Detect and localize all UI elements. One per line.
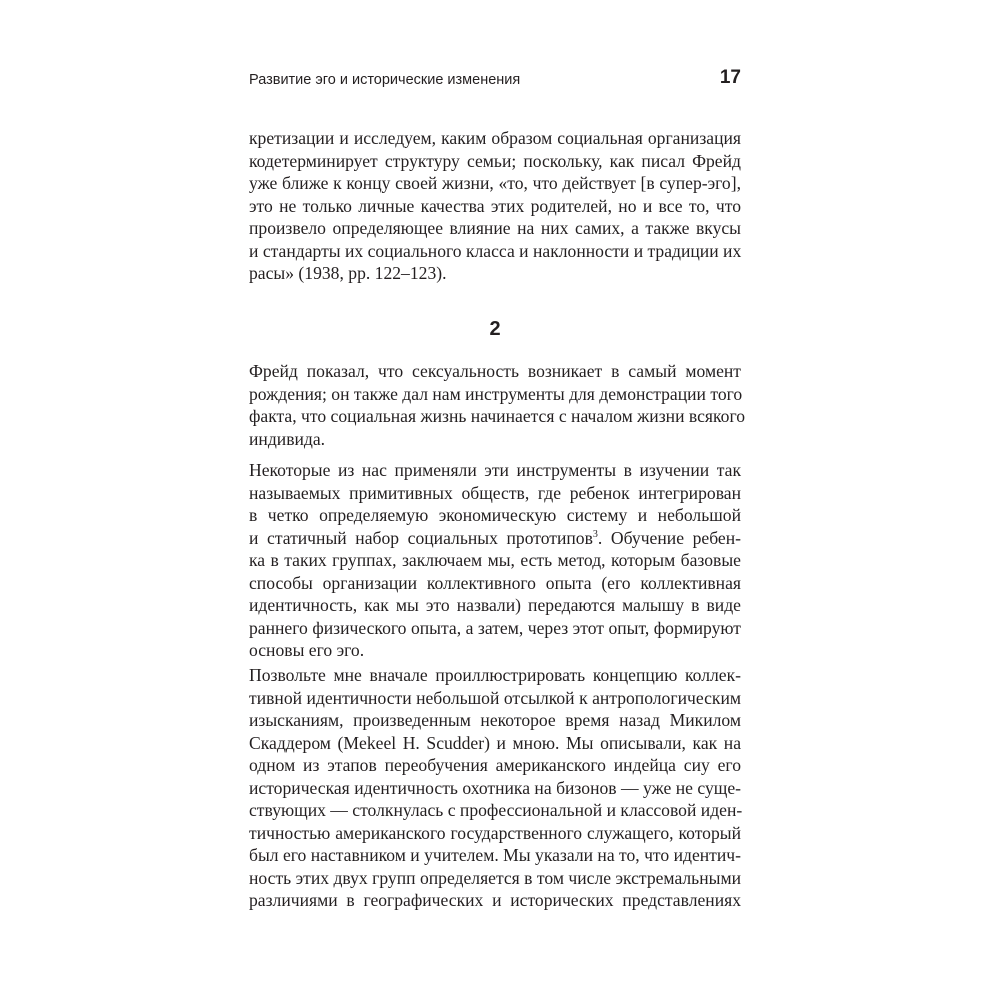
text-line: произвело определяющее влияние на них самих, а также вкусы [249,218,741,238]
paragraph-freud [249,360,746,450]
continuation-paragraph [249,127,741,285]
paragraph-collective-identity [249,664,741,912]
text-line: и стандарты их социального класса и наклонности и традиции их [249,240,742,261]
text-line: называемых примитивных обществ, где ребенок интегрирован [249,482,741,503]
page-number: 17 [719,67,741,88]
text-line: изысканиям, произведенным некоторое время назад Микилом [249,710,741,730]
text-line: факта, что социальная жизнь начинается с началом жизни всякого [249,406,746,426]
text-line: ка в таких группах, заключаем мы, есть метод, которым базовые [249,550,741,570]
text-line: раннего физического опыта, а затем, через этот опыт, формируют [249,617,741,638]
text-line: идентичность, как мы это назвали) передаются малышу в виде [249,595,741,615]
text-line: одном из этапов переобучения американского индейца сиу его [249,755,741,775]
text-fragment: и статичный набор социальных прототипов [249,527,593,548]
footnote-reference[interactable]: 3 [592,528,598,540]
text-line: кодетерминирует структуру семьи; поскольку, как писал Фрейд [249,150,741,171]
text-line: уже ближе к концу своей жизни, «то, что действует [в супер-эго], [249,173,741,193]
text-line: Скаддером (Mekeel H. Scudder) и мною. Мы описывали, как на [249,732,741,753]
text-fragment: . Обучение ребен- [597,527,742,548]
text-line: ность этих двух групп определяется в том числе экстремальными [249,867,741,888]
text-line: различиями в географических и исторических представлениях [249,890,741,910]
text-line: рождения; он также дал нам инструменты для демонстрации того [249,383,743,404]
running-head: Развитие эго и исторические изменения [249,72,521,88]
text-line: основы его эго. [249,640,365,660]
text-line: индивида. [249,428,326,449]
text-line: Позвольте мне вначале проиллюстрировать концепцию коллек- [249,665,741,685]
text-line: тивной идентичности небольшой отсылкой к антропологическим [249,687,741,708]
paragraph-primitive-societies [249,459,741,662]
text-line: расы» (1938, pp. 122–123). [249,263,447,283]
text-line: способы организации коллективного опыта (его коллективная [249,572,741,593]
text-line: Фрейд показал, что сексуальность возникает в самый момент [249,361,741,381]
text-line: кретизации и исследуем, каким образом социальная организация [249,128,741,148]
text-line: был его наставником и учителем. Мы указали на то, что идентич- [249,845,741,865]
text-line-with-footnote [249,527,741,550]
text-line: ствующих — столкнулась с профессиональной и классовой иден- [249,800,743,820]
section-heading: 2 [489,318,501,340]
text-line: Некоторые из нас применяли эти инструменты в изучении так [249,460,741,480]
text-line: это не только личные качества этих родителей, но и все то, что [249,195,741,216]
text-line: в четко определяемую экономическую систему и небольшой [249,505,741,525]
text-line: историческая идентичность охотника на бизонов — уже не суще- [249,777,741,798]
text-line: тичностью американского государственного служащего, который [249,822,741,843]
